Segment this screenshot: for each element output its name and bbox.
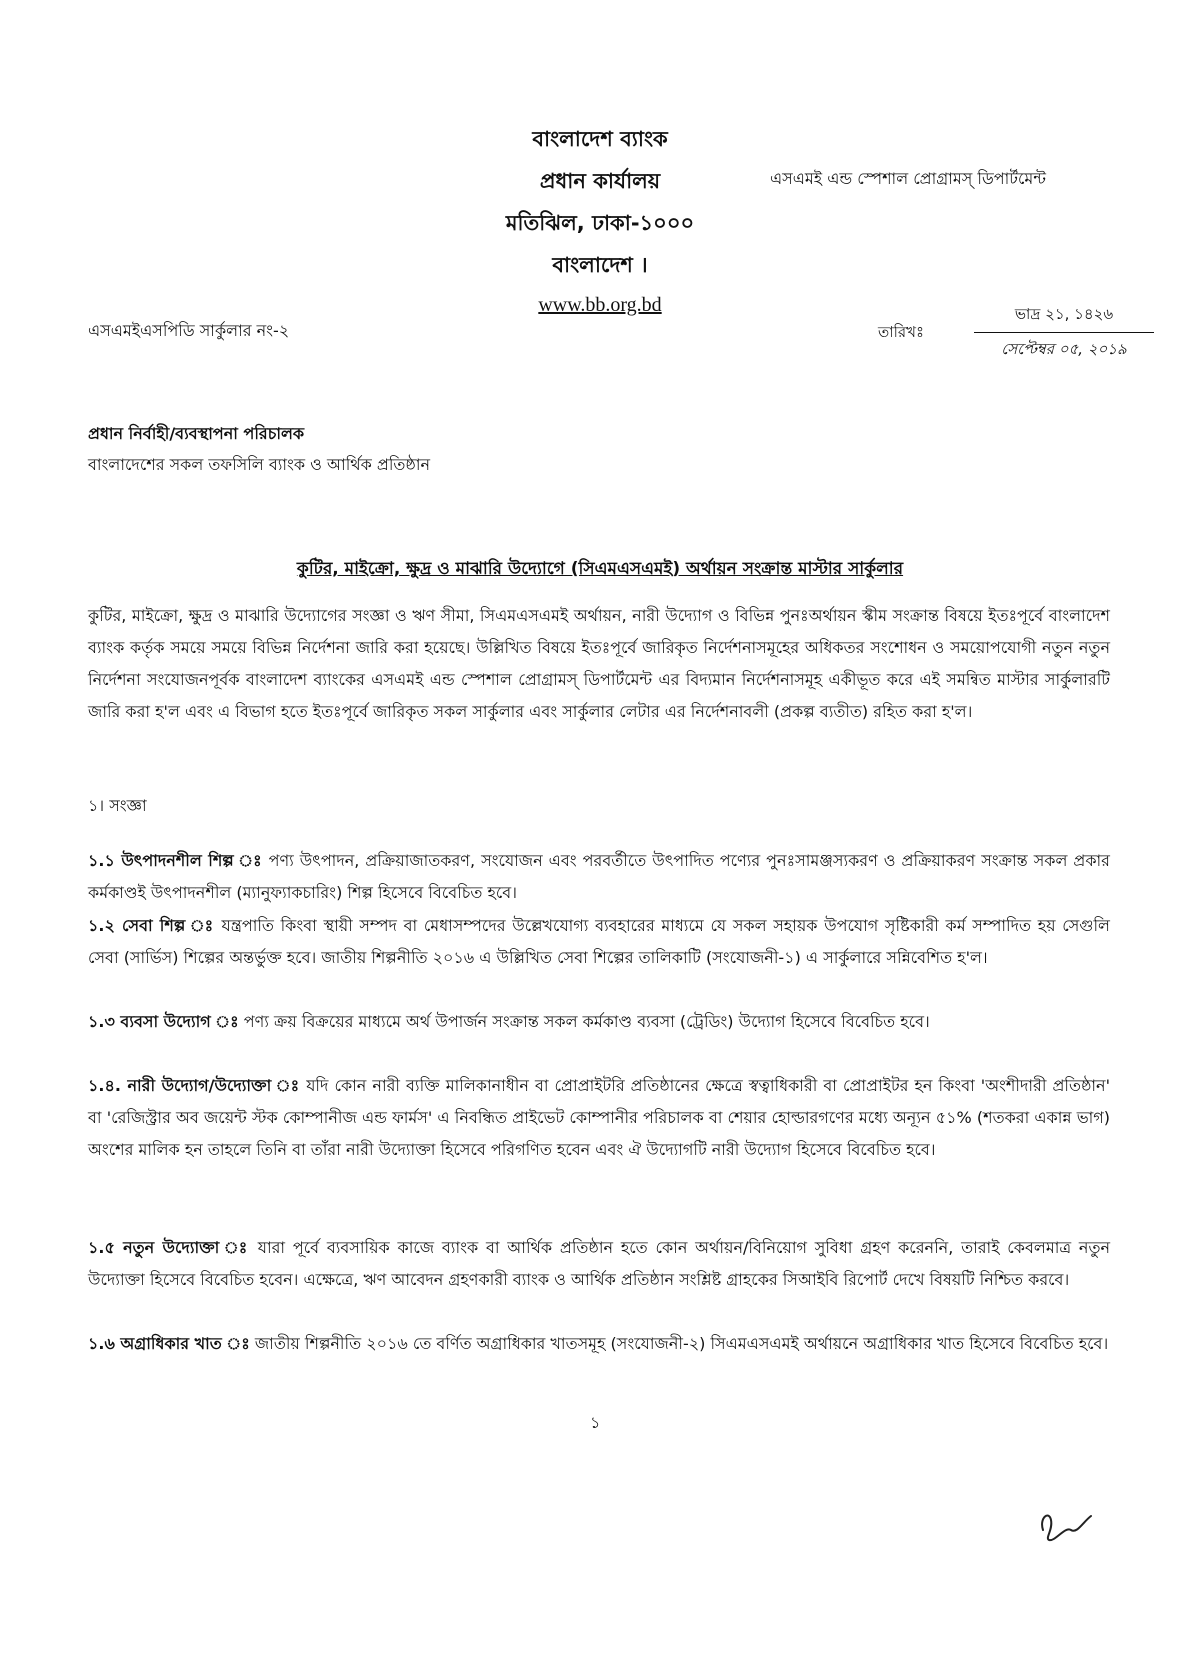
letterhead: [480, 118, 720, 324]
page-number: ১: [590, 1413, 601, 1432]
definition-label: ১.৬ অগ্রাধিকার খাত ঃ: [88, 1334, 250, 1353]
department-name: এসএমই এন্ড স্পেশাল প্রোগ্রামস্‌ ডিপার্টমেন্ট: [770, 169, 1046, 188]
definition-text: পণ্য ক্রয় বিক্রয়ের মাধ্যমে অর্থ উপার্জন সংক্রান্ত সকল কর্মকাণ্ড ব্যবসা (ট্রেডিং) উদ্যোগ হিসেবে বিবেচিত হবে।: [243, 1012, 930, 1031]
definition-label: ১.২ সেবা শিল্প ঃ: [88, 916, 215, 935]
website-link[interactable]: www.bb.org.bd: [538, 294, 662, 316]
section-heading: ১। সংজ্ঞা: [88, 796, 147, 815]
signature-initial: [1035, 1500, 1095, 1544]
office-name: প্রধান কার্যালয়: [539, 169, 661, 193]
definition-label: ১.১ উৎপাদনশীল শিল্প ঃ: [88, 851, 263, 870]
definition-item: [88, 1328, 1110, 1360]
definition-item: [88, 1070, 1110, 1166]
definition-text: যন্ত্রপাতি কিংবা স্থায়ী সম্পদ বা মেধাসম্পদের উল্লেখযোগ্য ব্যবহারের মাধ্যমে যে সকল সহায়ক উপযোগ সৃষ্টিকারী কর্ম সম্পাদিত হয় সেগুলি সেবা (সার্ভিস) শিল্পের অন্তর্ভুক্ত হবে। জাতীয় শিল্পনীতি ২০১৬ এ উল্লিখিত সেবা শিল্পের তালিকাটি (সংযোজনী-১) এ সার্কুলারে সন্নিবেশিত হ'ল।: [88, 916, 1110, 967]
definition-label: ১.৫ নতুন উদ্যোক্তা ঃ: [88, 1238, 250, 1257]
addressee-title: প্রধান নির্বাহী/ব্যবস্থাপনা পরিচালক: [88, 424, 305, 443]
addressee: [88, 418, 430, 480]
date-label: তারিখঃ: [878, 323, 924, 341]
definition-item: [88, 1006, 1110, 1038]
date-bangla: ভাদ্র ২১, ১৪২৬: [974, 303, 1154, 333]
definition-text: যারা পূর্বে ব্যবসায়িক কাজে ব্যাংক বা আর্থিক প্রতিষ্ঠান হতে কোন অর্থায়ন/বিনিয়োগ সুবিধা গ্রহণ করেননি, তারাই কেবলমাত্র নতুন উদ্যোক্তা হিসেবে বিবেচিত হবেন। এক্ষেত্রে, ঋণ আবেদন গ্রহণকারী ব্যাংক ও আর্থিক প্রতিষ্ঠান সংশ্লিষ্ট গ্রাহকের সিআইবি রিপোর্ট দেখে বিষয়টি নিশ্চিত করবে।: [88, 1238, 1111, 1289]
org-name: বাংলাদেশ ব্যাংক: [532, 127, 668, 151]
addressee-recipients: বাংলাদেশের সকল তফসিলি ব্যাংক ও আর্থিক প্রতিষ্ঠান: [88, 455, 431, 474]
definition-label: ১.৩ ব্যবসা উদ্যোগ ঃ: [88, 1012, 239, 1031]
definition-text: যদি কোন নারী ব্যক্তি মালিকানাধীন বা প্রোপ্রাইটরি প্রতিষ্ঠানের ক্ষেত্রে স্বত্বাধিকারী বা প্রোপ্রাইটর হন কিংবা 'অংশীদারী প্রতিষ্ঠান' বা 'রেজিস্ট্রার অব জয়েন্ট স্টক কোম্পানীজ এন্ড ফার্মস' এ নিবন্ধিত প্রাইভেট কোম্পানীর পরিচালক বা শেয়ার হোল্ডারগণের মধ্যে অন্যূন ৫১% (শতকরা একান্ন ভাগ) অংশের মালিক হন তাহলে তিনি বা তাঁরা নারী উদ্যোক্তা হিসেবে পরিগণিত হবেন এবং ঐ উদ্যোগটি নারী উদ্যোগ হিসেবে বিবেচিত হবে।: [88, 1076, 1110, 1159]
intro-paragraph: কুটির, মাইক্রো, ক্ষুদ্র ও মাঝারি উদ্যোগের সংজ্ঞা ও ঋণ সীমা, সিএমএসএমই অর্থায়ন, নারী উদ্যোগ ও বিভিন্ন পুনঃঅর্থায়ন স্কীম সংক্রান্ত বিষয়ে ইতঃপূর্বে বাংলাদেশ ব্যাংক কর্তৃক সময়ে সময়ে বিভিন্ন নির্দেশনা জারি করা হয়েছে। উল্লিখিত বিষয়ে ইতঃপূর্বে জারিকৃত নির্দেশনাসমূহের অধিকতর সংশোধন ও সময়োপযোগী নতুন নতুন নির্দেশনা সংযোজনপূর্বক বাংলাদেশ ব্যাংকের এসএমই এন্ড স্পেশাল প্রোগ্রামস্‌ ডিপার্টমেন্ট এর বিদ্যমান নির্দেশনাসমূহ একীভূত করে এই সমন্বিত মাস্টার সার্কুলারটি জারি করা হ'ল এবং এ বিভাগ হতে ইতঃপূর্বে জারিকৃত সকল সার্কুলার এবং সার্কুলার লেটার এর নির্দেশনাবলী (প্রকল্প ব্যতীত) রহিত করা হ'ল।: [88, 606, 1110, 721]
definition-item: [88, 1232, 1110, 1296]
definition-item: [88, 910, 1110, 974]
definition-text: পণ্য উৎপাদন, প্রক্রিয়াজাতকরণ, সংযোজন এবং পরবর্তীতে উৎপাদিত পণ্যের পুনঃসামঞ্জস্যকরণ ও প্রক্রিয়াকরণ সংক্রান্ত সকল প্রকার কর্মকাণ্ডই উৎপাদনশীল (ম্যানুফ্যাকচারিং) শিল্প হিসেবে বিবেচিত হবে।: [88, 851, 1110, 902]
definition-label: ১.৪. নারী উদ্যোগ/উদ্যোক্তা ঃ: [88, 1076, 301, 1095]
definition-item: [88, 845, 1110, 909]
definition-text: জাতীয় শিল্পনীতি ২০১৬ তে বর্ণিত অগ্রাধিকার খাতসমূহ (সংযোজনী-২) সিএমএসএমই অর্থায়নে অগ্রাধিকার খাত হিসেবে বিবেচিত হবে।: [254, 1334, 1109, 1353]
subject-heading: কুটির, মাইক্রো, ক্ষুদ্র ও মাঝারি উদ্যোগে (সিএমএসএমই) অর্থায়ন সংক্রান্ত মাস্টার সার্কুলার: [296, 559, 904, 579]
office-address: মতিঝিল, ঢাকা-১০০০: [505, 211, 695, 235]
circular-number: এসএমইএসপিডি সার্কুলার নং-২: [88, 321, 290, 340]
country-name: বাংলাদেশ ।: [552, 253, 648, 277]
date-english: সেপ্টেম্বর ০৫, ২০১৯: [1001, 340, 1127, 358]
